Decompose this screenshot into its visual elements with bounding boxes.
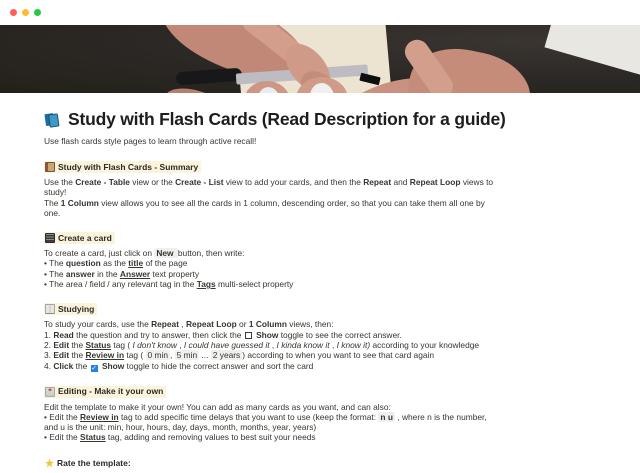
text-run: ,	[179, 319, 186, 330]
section-title: Studying	[58, 303, 95, 314]
text-line	[44, 361, 596, 372]
text-run: title	[128, 258, 144, 269]
text-line	[44, 412, 596, 422]
text-run: I could have guessed it	[183, 339, 270, 350]
minimize-button[interactable]	[22, 9, 29, 16]
section-rate	[44, 455, 596, 473]
text-run: I don't know	[132, 339, 177, 350]
text-run: Read	[53, 329, 74, 340]
section-header-studying	[44, 303, 97, 315]
text-line	[44, 258, 596, 268]
text-run: as the	[100, 258, 129, 269]
text-run: Show	[256, 329, 279, 340]
text-run: • The	[44, 268, 66, 279]
text-run: ,	[169, 350, 175, 361]
text-run: 4.	[44, 360, 54, 371]
text-run: Repeat	[363, 177, 392, 187]
text-run: multi-select property	[215, 279, 294, 290]
text-run: or	[236, 319, 249, 330]
section-title: Study with Flash Cards - Summary	[58, 161, 199, 172]
text-run: 2.	[44, 339, 54, 350]
text-run: Create - Table	[75, 177, 130, 187]
text-run: ,	[176, 339, 184, 350]
text-line	[44, 187, 596, 197]
text-run: Answer	[119, 268, 151, 279]
text-run: • The	[44, 258, 66, 269]
text-line	[44, 402, 596, 412]
notebook-icon	[45, 162, 55, 172]
text-run: study!	[44, 187, 67, 198]
flashcards-icon	[44, 111, 60, 128]
text-run: text property	[150, 268, 200, 279]
text-run: ,	[269, 339, 277, 350]
page-title: Study with Flash Cards (Read Description for a guide)	[68, 109, 506, 129]
text-run: Status	[80, 432, 106, 443]
text-run: New	[156, 248, 176, 259]
text-run: • Edit the	[44, 432, 80, 443]
text-run: Show	[101, 360, 125, 371]
page-subtitle: Use flash cards style pages to learn through active recall!	[44, 136, 257, 146]
text-run: toggle to hide the correct answer and sort the card	[124, 360, 314, 371]
text-line	[44, 350, 596, 360]
zoom-button[interactable]	[34, 9, 41, 16]
cover-card-top-right	[545, 25, 640, 80]
text-run: Review in	[80, 411, 119, 422]
text-line	[44, 330, 596, 340]
text-line	[44, 248, 596, 258]
text-run: question	[65, 258, 101, 269]
text-run: Review in	[85, 350, 125, 361]
section-title: Create a card	[58, 232, 112, 243]
text-run: Click	[53, 360, 74, 371]
text-run: • Edit the	[44, 411, 80, 422]
text-run: Status	[85, 339, 112, 350]
page-title-row	[44, 109, 596, 129]
cover-image[interactable]	[0, 25, 640, 93]
text-run: • The area / field / any relevant tag in the	[44, 279, 197, 290]
section-header-create-a-card	[44, 232, 115, 244]
text-run: Repeat Loop	[409, 177, 461, 187]
text-run: tag (	[111, 339, 133, 350]
text-run: Repeat Loop	[186, 319, 237, 330]
cards-icon	[45, 233, 55, 243]
text-run: 1 Column	[60, 197, 99, 208]
section-studying	[44, 301, 596, 371]
text-line	[44, 269, 596, 279]
text-run: ...	[199, 350, 211, 361]
page-content	[0, 93, 640, 473]
cover-marker-cap	[176, 68, 243, 86]
text-run: the	[73, 360, 90, 371]
text-run: To create a card, just click on	[44, 248, 155, 259]
text-line	[44, 279, 596, 289]
text-run: view or the	[129, 177, 176, 187]
text-run: answer	[65, 268, 95, 279]
text-run: Use the	[44, 177, 76, 187]
text-run: The	[44, 197, 61, 208]
window-titlebar	[0, 0, 640, 25]
text-run: tag to add specific time delays that you want to use (keep the format:	[118, 411, 379, 422]
text-run: view to add your cards, and then the	[223, 177, 364, 187]
text-run: 0 min	[147, 350, 168, 361]
checkbox-checked-icon: ✓	[91, 364, 97, 372]
section-create-a-card	[44, 230, 596, 289]
section-summary	[44, 159, 596, 218]
text-run: ,	[329, 339, 337, 350]
text-run: , where n is the number,	[394, 411, 487, 422]
text-run: I kinda know it	[276, 339, 330, 350]
text-line	[44, 340, 596, 350]
star-icon	[45, 459, 54, 468]
text-run: toggle to see the correct answer.	[278, 329, 402, 340]
section-header-rate	[44, 458, 134, 469]
tools-icon	[45, 387, 55, 397]
text-run: 3.	[44, 350, 54, 361]
text-run: in the	[94, 268, 120, 279]
text-run: tag (	[124, 350, 146, 361]
text-run: according to your knowledge	[370, 339, 480, 350]
text-run: Edit the template to make it your own! You can add as many cards as you want, and can also:	[44, 401, 391, 412]
text-run: of the page	[143, 258, 188, 269]
text-run: 1.	[44, 329, 54, 340]
text-run: Edit	[53, 350, 70, 361]
text-run: the	[69, 350, 86, 361]
text-run: tag, adding and removing values to best suit your needs	[105, 432, 316, 443]
section-editing	[44, 384, 596, 443]
section-title: Editing - Make it your own	[58, 386, 164, 397]
text-run: button, then write:	[177, 248, 245, 259]
text-line	[44, 208, 596, 218]
text-run: and u is the unit: min, hour, hours, day, days, month, months, year, years)	[44, 422, 317, 433]
text-run: the	[69, 339, 86, 350]
text-run: the question and try to answer, then click the	[73, 329, 244, 340]
text-line	[44, 432, 596, 442]
text-run: one.	[44, 207, 61, 218]
text-run: ) according to when you want to see that card again	[242, 350, 435, 361]
text-run: 1 Column	[248, 319, 287, 330]
text-line	[44, 198, 596, 208]
text-run: views to	[460, 177, 494, 187]
text-line	[44, 422, 596, 432]
text-line	[44, 177, 596, 187]
text-run: and	[391, 177, 410, 187]
text-run: 5 min	[176, 350, 198, 361]
section-header-editing	[44, 386, 166, 398]
text-run: I know it)	[336, 339, 371, 350]
text-run: To study your cards, use the	[44, 319, 152, 330]
section-header-summary	[44, 161, 201, 173]
text-run: views, then:	[286, 319, 334, 330]
checkbox-unchecked-icon	[245, 332, 252, 339]
section-title: Rate the template:	[57, 457, 131, 468]
text-run: Edit	[53, 339, 70, 350]
text-run: Tags	[196, 279, 216, 290]
text-line	[44, 319, 596, 329]
sections	[44, 159, 596, 473]
close-button[interactable]	[10, 9, 17, 16]
text-run: Repeat	[151, 319, 180, 330]
book-icon	[45, 304, 55, 314]
text-run: 2 years	[212, 350, 241, 361]
text-run: n u	[380, 411, 393, 422]
text-run: view allows you to see all the cards in 1 column, descending order, so that you can take them all one by	[98, 197, 485, 208]
text-run: Create - List	[175, 177, 224, 187]
